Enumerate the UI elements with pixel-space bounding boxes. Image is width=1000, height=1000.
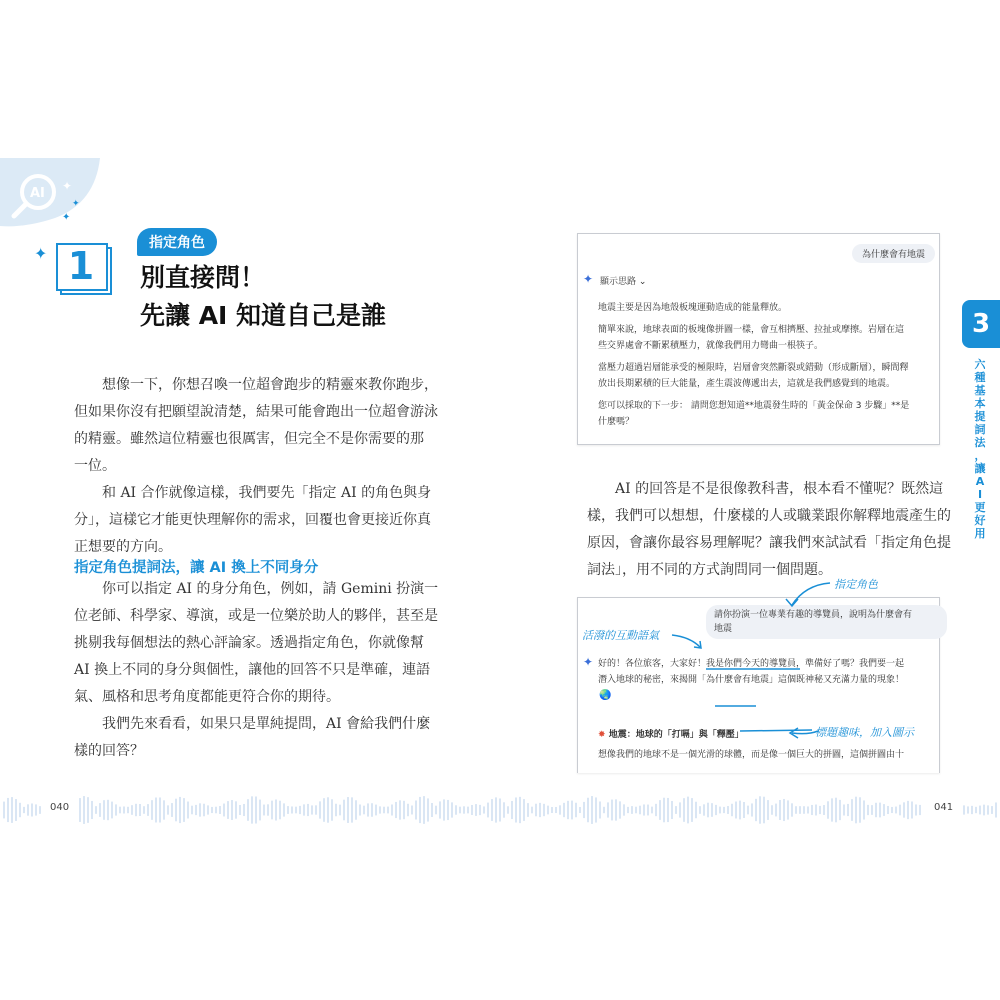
show-thinking-label: 顯示思路 <box>600 277 637 287</box>
chevron-down-icon: ⌄ <box>638 277 647 287</box>
body-line: AI 的回答是不是很像教科書，根本看不懂呢？既然這 <box>587 481 944 497</box>
section-title-line1: 別直接問！ <box>140 263 266 292</box>
body-line: 樣的回答？ <box>74 743 144 759</box>
body-line: 但如果你沒有把願望說清楚，結果可能會跑出一位超會游泳 <box>74 404 438 420</box>
body-line: 樣，我們可以想想，什麼樣的人或職業跟你解釋地震產生的 <box>587 508 951 524</box>
body-line: 你可以指定 AI 的身分角色，例如，請 Gemini 扮演一 <box>74 581 439 597</box>
answer-line: 您可以採取的下一步： 請問您想知道**地震發生時的「黃金保命 3 步驟」**是 <box>598 401 910 411</box>
svg-text:✦: ✦ <box>72 199 80 209</box>
answer-line: 放出長期累積的巨大能量，產生震波傳遞出去，這就是我們感覺到的地震。 <box>598 379 896 389</box>
user-prompt-bubble: 為什麼會有地震 <box>852 244 935 263</box>
prompt-line: 地震 <box>714 624 733 634</box>
section-paragraphs <box>74 576 438 765</box>
intro-paragraphs <box>74 372 438 561</box>
annotation-lively-tone: 活潑的互動語氣 <box>582 629 659 642</box>
right-paragraph <box>587 476 951 584</box>
body-line: 原因，會讓你最容易理解呢？讓我們來試試看「指定角色提 <box>587 535 951 551</box>
chapter-number: 3 <box>971 309 991 339</box>
answer-heading-text: 地震：地球的「打嗝」與「釋壓」 <box>608 730 744 740</box>
gemini-answer <box>598 300 909 430</box>
chapter-title-char: 本 <box>974 397 986 410</box>
answer-line: 潛入地球的秘密，來揭開「為什麼會有地震」這個既神秘又充滿力量的現象！ <box>598 675 905 685</box>
body-line: 正想要的方向。 <box>74 539 172 555</box>
chapter-title-char: 好 <box>974 514 986 527</box>
chapter-title-char: 種 <box>974 371 986 384</box>
page-number-left: 040 <box>47 802 72 813</box>
answer-line: 些交界處會不斷累積壓力，就像我們用力彎曲一根筷子。 <box>598 341 824 351</box>
chapter-title-char: 詞 <box>974 423 986 436</box>
body-line: 氣、風格和思考角度都能更符合你的期待。 <box>74 689 340 705</box>
annotation-fun-title: 標題趣味，加入圖示 <box>815 726 914 739</box>
chapter-title-char: 讓 <box>974 462 986 475</box>
answer-line: 好的！各位旅客，大家好！我是你們今天的導覽員，準備好了嗎？我們要一起 <box>598 659 905 669</box>
section-number: 1 <box>67 244 95 288</box>
answer-line: 簡單來說，地球表面的板塊像拼圖一樣，會互相擠壓、拉扯或摩擦。岩層在這 <box>598 325 905 335</box>
chapter-title-char: A <box>975 475 985 488</box>
body-line: 的精靈。雖然這位精靈也很厲害，但完全不是你需要的那 <box>74 431 424 447</box>
chapter-title-char: 更 <box>974 501 986 514</box>
body-line: 詞法」，用不同的方式詢問同一個問題。 <box>587 562 832 578</box>
chapter-title-char: 提 <box>974 410 986 423</box>
body-line: 挑剔我每個想法的熱心評論家。透過指定角色，你就像幫 <box>74 635 424 651</box>
answer-line: 什麼嗎？ <box>598 417 635 427</box>
body-line: 位老師、科學家、導演，或是一位樂於助人的夥伴，甚至是 <box>74 608 438 624</box>
svg-text:✦: ✦ <box>62 179 73 193</box>
section-tag: 指定角色 <box>137 228 217 256</box>
body-line: 和 AI 合作就像這樣，我們要先「指定 AI 的角色與身 <box>74 485 432 501</box>
prompt-line: 請你扮演一位專業有趣的導覽員，說明為什麼會有 <box>714 610 913 620</box>
body-line: AI 換上不同的身分與個性，讓他的回答不只是準確，連語 <box>74 662 431 678</box>
chapter-title-char: 法 <box>974 436 986 449</box>
chapter-title-char: 用 <box>974 527 986 540</box>
annotation-arrows <box>560 575 1000 745</box>
gemini-sparkle-icon: ✦ <box>583 655 594 669</box>
chapter-title-char: 六 <box>974 358 986 371</box>
chapter-title-char: 基 <box>974 384 986 397</box>
svg-text:✦: ✦ <box>62 212 71 223</box>
answer-line: 當壓力超過岩層能承受的極限時，岩層會突然斷裂或錯動（形成斷層），瞬間釋 <box>598 363 909 373</box>
body-line: 分」，這樣它才能更快理解你的需求，回覆也會更接近你真 <box>74 512 431 528</box>
section-title-line2: 先讓 AI 知道自己是誰 <box>140 301 387 330</box>
annotation-assign-role: 指定角色 <box>834 578 878 591</box>
svg-text:AI: AI <box>30 186 45 201</box>
sparkle-icon: ✦ <box>34 244 48 263</box>
show-thinking-toggle <box>600 274 646 290</box>
body-line: 想像一下，你想召喚一位超會跑步的精靈來教你跑步， <box>74 377 438 393</box>
gemini-sparkle-icon: ✦ <box>583 272 594 286</box>
answer-line: 地震主要是因為地殼板塊運動造成的能量釋放。 <box>598 303 788 313</box>
subheading: 指定角色提詞法，讓 AI 換上不同身分 <box>74 560 319 576</box>
sound-wave-decoration <box>0 795 1000 825</box>
ai-magnifier-decoration <box>0 158 100 228</box>
answer-line: 想像我們的地球不是一個光滑的球體，而是像一個巨大的拼圖，這個拼圖由十 <box>598 750 905 760</box>
body-line: 一位。 <box>74 458 116 474</box>
explosion-icon: ✸ <box>598 730 606 740</box>
chapter-title-vertical <box>968 358 992 540</box>
body-line: 我們先來看看，如果只是單純提問，AI 會給我們什麼 <box>74 716 431 732</box>
page-number-right: 041 <box>931 802 956 813</box>
chapter-title-char: I <box>977 488 983 501</box>
globe-icon: 🌏 <box>599 690 612 701</box>
chapter-title-char: ， <box>974 449 986 462</box>
